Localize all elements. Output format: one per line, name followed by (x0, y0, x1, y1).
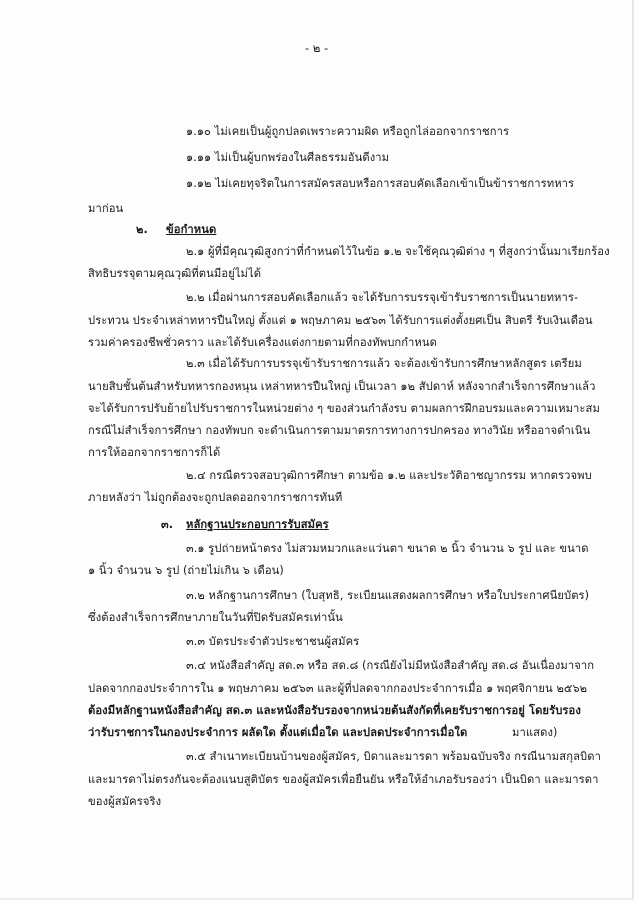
item-2-2-cont-2: รวมค่าครองชีพชั่วคราว และได้รับเครื่องแต่งกายตามที่กองทัพบกกำหนด (88, 336, 438, 349)
section-3-number: ๓. (161, 518, 174, 531)
item-2-4: ๒.๔ กรณีตรวจสอบวุฒิการศึกษา ตามข้อ ๑.๒ และประวัติอาชญากรรม หากตรวจพบ (186, 469, 592, 482)
item-2-2: ๒.๒ เมื่อผ่านการสอบคัดเลือกแล้ว จะได้รับการบรรจุเข้ารับราชการเป็นนายทหาร- (186, 291, 579, 304)
page-number: - ๒ - (305, 41, 329, 55)
item-2-3-cont-1: นายสิบชั้นต้นสำหรับทหารกองหนุน เหล่าทหารปืนใหญ่ เป็นเวลา ๑๒ สัปดาห์ หลังจากสำเร็จการศึกษาแล้ว (88, 380, 596, 393)
item-2-3-cont-2: จะได้รับการปรับย้ายไปรับราชการในหน่วยต่าง ๆ ของส่วนกำลังรบ ตามผลการฝึกอบรมและความเหมาะสม (88, 402, 600, 415)
section-3-title: หลักฐานประกอบการรับสมัคร (186, 518, 329, 531)
item-3-1-cont: ๑ นิ้ว จำนวน ๖ รูป (ถ่ายไม่เกิน ๖ เดือน) (88, 564, 284, 577)
item-1-10: ๑.๑๐ ไม่เคยเป็นผู้ถูกปลดเพราะความผิด หรือถูกไล่ออกจากราชการ (186, 125, 510, 138)
item-2-1-cont: สิทธิบรรจุตามคุณวุฒิที่ตนมีอยู่ไม่ได้ (88, 267, 262, 280)
item-3-4-cont-3: ว่ารับราชการในกองประจำการ ผลัดใด ตั้งแต่เมื่อใด และปลดประจำการเมื่อใด (88, 726, 468, 739)
section-2-title: ข้อกำหนด (166, 223, 217, 236)
item-3-4-cont-1: ปลดจากกองประจำการใน ๑ พฤษภาคม ๒๕๖๓ และผู้ที่ปลดจากกองประจำการเมื่อ ๑ พฤศจิกายน ๒๕๖๒ (88, 682, 588, 695)
item-2-1: ๒.๑ ผู้ที่มีคุณวุฒิสูงกว่าที่กำหนดไว้ในข้อ ๑.๒ จะใช้คุณวุฒิต่าง ๆ ที่สูงกว่านั้นมาเรียกร้อง (186, 245, 610, 258)
item-3-4: ๓.๔ หนังสือสำคัญ สด.๓ หรือ สด.๘ (กรณียังไม่มีหนังสือสำคัญ สด.๘ อันเนื่องมาจาก (186, 659, 595, 672)
item-1-11: ๑.๑๑ ไม่เป็นผู้บกพร่องในศีลธรรมอันดีงาม (186, 151, 390, 164)
item-3-4-cont-2: ต้องมีหลักฐานหนังสือสำคัญ สด.๓ และหนังสือรับรองจากหน่วยต้นสังกัดที่เคยรับราชการอยู่ โดยรับรอง (88, 704, 581, 717)
item-1-12-cont: มาก่อน (88, 202, 124, 215)
item-3-5: ๓.๕ สำเนาทะเบียนบ้านของผู้สมัคร, บิดาและมารดา พร้อมฉบับจริง กรณีนามสกุลบิดา (186, 750, 601, 763)
item-3-1: ๓.๑ รูปถ่ายหน้าตรง ไม่สวมหมวกและแว่นตา ขนาด ๒ นิ้ว จำนวน ๖ รูป และ ขนาด (186, 542, 589, 555)
section-2-number: ๒. (136, 223, 148, 236)
item-2-3-cont-3: กรณีไม่สำเร็จการศึกษา กองทัพบก จะดำเนินการตามมาตรการทางการปกครอง ทางวินัย หรืออาจดำเนิน (88, 424, 591, 437)
item-2-4-cont: ภายหลังว่า ไม่ถูกต้องจะถูกปลดออกจากราชการทันที (88, 491, 343, 504)
item-2-3: ๒.๓ เมื่อได้รับการบรรจุเข้ารับราชการแล้ว จะต้องเข้ารับการศึกษาหลักสูตร เตรียม (186, 357, 582, 370)
item-3-3: ๓.๓ บัตรประจำตัวประชาชนผู้สมัคร (186, 635, 360, 648)
item-3-4-cont-3-tail: มาแสดง) (512, 726, 558, 739)
item-3-5-cont-1: และมารดาไม่ตรงกันจะต้องแนบสูติบัตร ของผู้สมัครเพื่อยืนยัน หรือให้อำเภอรับรองว่า เป็นบิดา และมารดา (88, 773, 599, 786)
item-3-2: ๓.๒ หลักฐานการศึกษา (ใบสุทธิ, ระเบียนแสดงผลการศึกษา หรือใบประกาศนียบัตร) (186, 589, 590, 602)
item-3-5-cont-2: ของผู้สมัครจริง (88, 795, 162, 808)
item-2-2-cont-1: ประทวน ประจำเหล่าทหารปืนใหญ่ ตั้งแต่ ๑ พฤษภาคม ๒๕๖๓ ได้รับการแต่งตั้งยศเป็น สิบตรี รับเงินเดือน (88, 314, 593, 327)
item-3-2-cont: ซึ่งต้องสำเร็จการศึกษาภายในวันที่ปิดรับสมัครเท่านั้น (88, 611, 343, 624)
item-1-12: ๑.๑๒ ไม่เคยทุจริตในการสมัครสอบหรือการสอบคัดเลือกเข้าเป็นข้าราชการทหาร (186, 177, 575, 190)
item-2-3-cont-4: การให้ออกจากราชการก็ได้ (88, 446, 221, 459)
